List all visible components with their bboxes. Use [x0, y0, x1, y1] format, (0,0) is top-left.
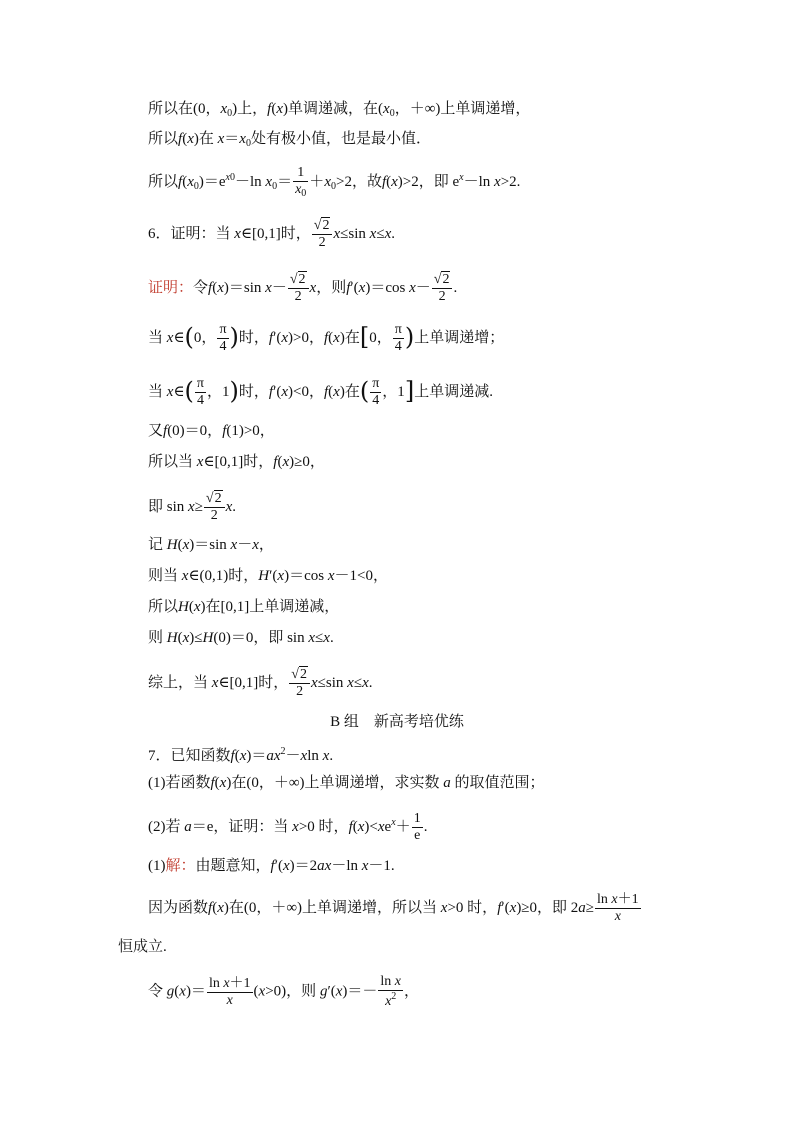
proof-line-6: 即 sin x≥ $\frac{√2}{2}$ x. — [148, 491, 237, 523]
section-heading: B 组 新高考培优练 — [330, 714, 464, 730]
proof-line-2: 当 x∈(0， $\frac{\pi}{4}$ )时，f′(x)>0，f(x)在[0， $\frac{\pi}{4}$ )上单调递增； — [148, 322, 505, 354]
proof-line-7: 记 H(x)＝sin x－x， — [148, 537, 274, 553]
problem-7-part-2: (2)若 a＝e，证明：当 x>0 时，$f(x)<xe^x+$ $\frac{1}{e}$ . — [148, 811, 428, 843]
solution-line-2: 因为函数f(x)在(0，＋∞)上单调递增，所以当 x>0 时，f′(x)≥0，即 2a≥ $\frac{\text{ln x＋1}}{x}$ — [148, 892, 639, 924]
solution-line-3: 恒成立. — [118, 939, 167, 955]
line-3: 所以$f(x_0)=e^{x0}-\ln$ $x_0=$ $\frac{1}{x_0}$ $+x_0>2$，故f(x)>2，即 $e^x-\ln$ x>2. — [148, 165, 521, 199]
proof-line-3: 当 x∈( $\frac{\pi}{4}$ ，1)时，f′(x)<0，f(x)在( $\frac{\pi}{4}$ ，1]上单调递减. — [148, 376, 493, 408]
solution-line-1: (1)解：由题意知，f′(x)＝2ax－ln x－1. — [148, 858, 395, 874]
proof-line-9: 所以H(x)在[0,1]上单调递减， — [148, 599, 340, 615]
proof-line-1: 证明：令f(x)＝sin x－ $\frac{√2}{2}$ x，则f′(x)＝cos x－ $\frac{√2}{2}$ . — [148, 272, 458, 304]
proof-line-4: 又f(0)＝0，f(1)>0， — [148, 423, 275, 439]
proof-line-10: 则 H(x)≤H(0)＝0，即 sin x≤x. — [148, 630, 334, 646]
line-2: 所以f(x)在 $x=x_0$处有极小值，也是最小值． — [148, 131, 431, 149]
problem-7: 7．已知函数$f(x)=ax^2-xln$ x. — [148, 746, 334, 764]
solution-line-4: 令 g(x)＝ $\frac{\text{ln x＋1}}{x}$ (x>0)，则 g′(x)＝－ $\frac{\text{ln x}}{x^2}$ ， — [148, 974, 420, 1009]
proof-line-8: 则当 x∈(0,1)时，H′(x)＝cos x－1<0， — [148, 568, 388, 584]
problem-7-part-1: (1)若函数f(x)在(0，＋∞)上单调递增，求实数 a 的取值范围； — [148, 775, 545, 791]
problem-6: 6．证明：当 x∈[0,1]时， $\frac{√2}{2}$ x≤sin x≤x. — [148, 218, 395, 250]
conclusion-line: 综上，当 x∈[0,1]时， $\frac{√2}{2}$ x≤sin x≤x. — [148, 667, 373, 699]
proof-label: 证明： — [148, 279, 194, 296]
solution-label: (1)解： — [148, 858, 196, 874]
proof-line-5: 所以当 x∈[0,1]时，f(x)≥0， — [148, 454, 325, 470]
line-1: 所以在(0，$x_0$)上，f(x)单调递减，在($x_0$，＋∞)上单调递增， — [148, 101, 531, 119]
